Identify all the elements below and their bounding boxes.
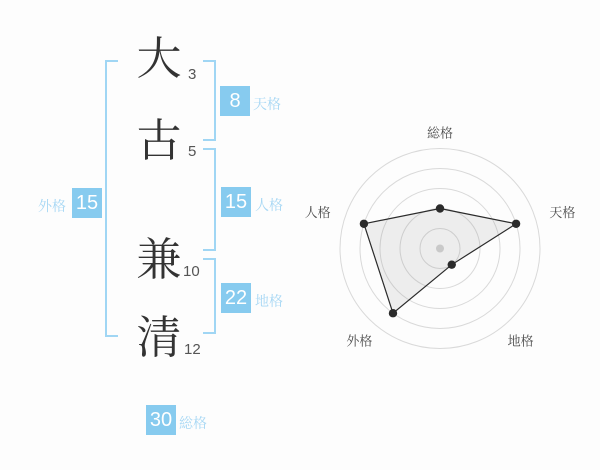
chikaku-bracket — [203, 258, 216, 334]
radar-data-polygon — [364, 209, 516, 314]
soukaku-value-box: 30 — [146, 405, 176, 435]
gaikaku-value-box: 15 — [72, 188, 102, 218]
radar-data-point — [448, 260, 456, 268]
tenkaku-value-box: 8 — [220, 86, 250, 116]
radar-data-point — [389, 309, 397, 317]
gaikaku-bracket — [105, 60, 118, 337]
tenkaku-bracket — [203, 60, 216, 141]
name-character-2: 古 — [136, 115, 182, 166]
jinkaku-bracket — [203, 148, 216, 251]
stroke-count-2: 5 — [188, 143, 197, 160]
name-character-3: 兼 — [136, 234, 182, 285]
radar-axis-label: 天格 — [549, 204, 576, 220]
jinkaku-value-box: 15 — [221, 187, 251, 217]
stroke-count-3: 10 — [183, 263, 200, 280]
chikaku-label: 地格 — [255, 293, 283, 309]
radar-data-point — [512, 220, 520, 228]
radar-axis-label: 総格 — [426, 125, 454, 141]
radar-axis-label: 地格 — [507, 333, 534, 349]
radar-chart — [300, 110, 600, 390]
soukaku-label: 総格 — [179, 415, 207, 431]
radar-axis-label: 外格 — [346, 333, 373, 349]
radar-data-point — [360, 220, 368, 228]
name-character-4: 清 — [136, 312, 182, 363]
jinkaku-label: 人格 — [255, 197, 283, 213]
radar-center-dot — [436, 245, 444, 253]
chikaku-value-box: 22 — [221, 283, 251, 313]
stroke-count-4: 12 — [184, 341, 201, 358]
name-character-1: 大 — [136, 33, 182, 84]
tenkaku-label: 天格 — [253, 96, 281, 112]
radar-axis-label: 人格 — [304, 204, 331, 220]
radar-data-point — [436, 204, 444, 212]
gaikaku-label: 外格 — [38, 198, 66, 214]
stroke-count-1: 3 — [188, 66, 197, 83]
